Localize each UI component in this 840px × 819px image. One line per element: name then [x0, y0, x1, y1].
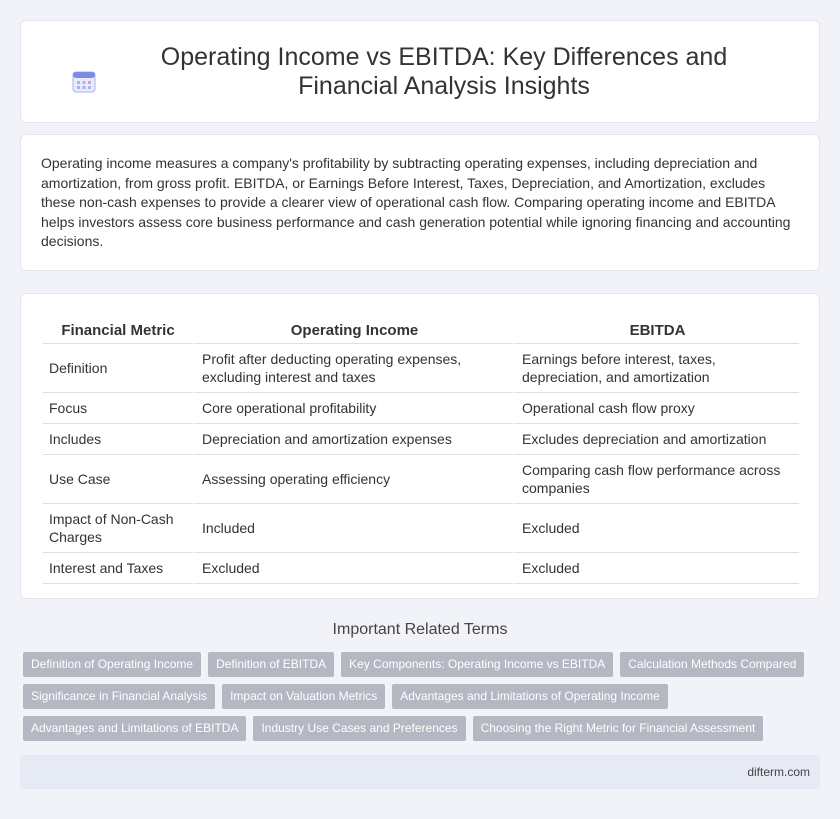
header-financial-metric: Financial Metric [43, 314, 193, 344]
ebitda-cell: Excluded [513, 504, 799, 553]
ebitda-cell: Earnings before interest, taxes, depreciation, and amortization [513, 344, 799, 393]
operating-income-cell: Depreciation and amortization expenses [193, 424, 513, 455]
comparison-table [43, 314, 799, 584]
page-title: Operating Income vs EBITDA: Key Differences and Financial Analysis Insights [160, 42, 728, 100]
operating-income-cell: Assessing operating efficiency [193, 455, 513, 504]
comparison-table-card [20, 293, 820, 599]
table-row [43, 455, 799, 504]
related-term-tag[interactable]: Significance in Financial Analysis [23, 684, 215, 709]
table-header-row [43, 314, 799, 344]
related-term-tag[interactable]: Choosing the Right Metric for Financial Assessment [473, 716, 764, 741]
operating-income-cell: Profit after deducting operating expenses, excluding interest and taxes [193, 344, 513, 393]
metric-cell: Use Case [43, 455, 193, 504]
operating-income-cell: Excluded [193, 553, 513, 584]
metric-cell: Impact of Non-Cash Charges [43, 504, 193, 553]
tag-row [23, 684, 823, 709]
ebitda-cell: Excludes depreciation and amortization [513, 424, 799, 455]
table-row [43, 344, 799, 393]
metric-cell: Interest and Taxes [43, 553, 193, 584]
header-ebitda: EBITDA [513, 314, 799, 344]
table-row [43, 393, 799, 424]
intro-paragraph: Operating income measures a company's profitability by subtracting operating expenses, including depreciation and amortization, from gross profit. EBITDA, or Earnings Before Interest, Taxes, Depreciation, and Amortization, excludes these non-cash expenses to provide a clearer view of operational cash flow. Comparing operating income and EBITDA helps investors assess core business performance and cash generation potential while ignoring financing and accounting decisions. [41, 155, 791, 249]
related-term-tag[interactable]: Definition of EBITDA [208, 652, 334, 677]
ebitda-cell: Excluded [513, 553, 799, 584]
tag-row [23, 652, 823, 677]
related-term-tag[interactable]: Industry Use Cases and Preferences [253, 716, 465, 741]
metric-cell: Definition [43, 344, 193, 393]
ebitda-cell: Comparing cash flow performance across companies [513, 455, 799, 504]
table-row [43, 504, 799, 553]
metric-cell: Includes [43, 424, 193, 455]
intro-card [20, 134, 820, 271]
title-wrap [60, 43, 780, 101]
related-term-tag[interactable]: Calculation Methods Compared [620, 652, 804, 677]
related-terms-title: Important Related Terms [332, 621, 508, 638]
related-term-tag[interactable]: Impact on Valuation Metrics [222, 684, 385, 709]
footer [20, 755, 820, 789]
tag-row [23, 716, 823, 741]
metric-cell: Focus [43, 393, 193, 424]
operating-income-cell: Core operational profitability [193, 393, 513, 424]
calendar-icon [71, 68, 97, 94]
table-row [43, 424, 799, 455]
header-card [20, 20, 820, 123]
header-operating-income: Operating Income [193, 314, 513, 344]
related-term-tag[interactable]: Key Components: Operating Income vs EBITDA [341, 652, 613, 677]
related-term-tag[interactable]: Advantages and Limitations of EBITDA [23, 716, 246, 741]
table-row [43, 553, 799, 584]
related-term-tag[interactable]: Definition of Operating Income [23, 652, 201, 677]
related-term-tag[interactable]: Advantages and Limitations of Operating Income [392, 684, 668, 709]
related-terms-tags [23, 652, 823, 748]
ebitda-cell: Operational cash flow proxy [513, 393, 799, 424]
operating-income-cell: Included [193, 504, 513, 553]
footer-site-link[interactable]: difterm.com [747, 765, 810, 779]
